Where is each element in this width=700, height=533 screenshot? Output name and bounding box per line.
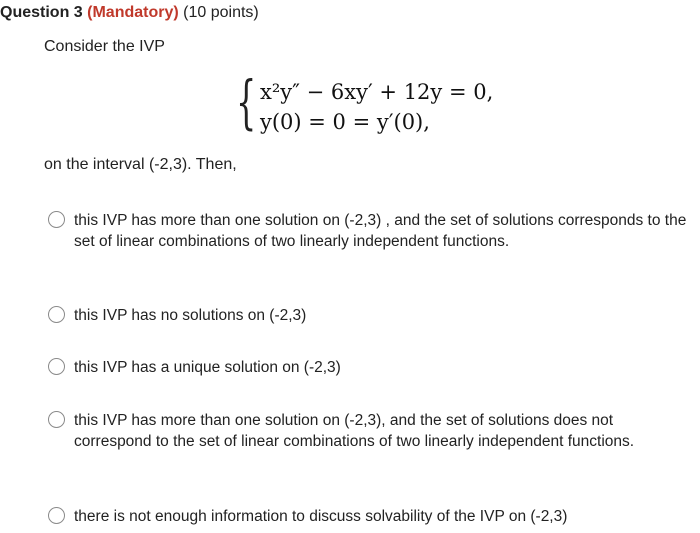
ivp-equation: x²y″ − 6xy′ + 12y = 0, xyxy=(260,80,494,104)
ivp-system xyxy=(236,68,536,140)
brace-symbol: { xyxy=(236,68,257,136)
answer-option-4[interactable] xyxy=(48,410,693,476)
answer-option-2[interactable] xyxy=(48,305,693,327)
question-number: Question 3 xyxy=(0,4,83,21)
option-label: this IVP has more than one solution on (-2,3), and the set of solutions does not correspond to the set of linear combinations of two linearly independent functions. xyxy=(74,412,635,450)
question-prompt: Consider the IVP xyxy=(44,38,165,55)
option-label: this IVP has more than one solution on (-2,3) , and the set of solutions corresponds to the set of linear combinations of two linearly independent functions. xyxy=(74,212,687,250)
answer-option-1[interactable] xyxy=(48,210,693,276)
option-label: this IVP has no solutions on (-2,3) xyxy=(74,307,307,324)
ivp-initial-condition: y(0) = 0 = y′(0), xyxy=(260,110,430,134)
answer-option-5[interactable] xyxy=(48,506,693,528)
option-label: there is not enough information to discuss solvability of the IVP on (-2,3) xyxy=(74,508,568,525)
option-label: this IVP has a unique solution on (-2,3) xyxy=(74,359,341,376)
radio-button[interactable] xyxy=(48,306,65,323)
radio-button[interactable] xyxy=(48,411,65,428)
question-header xyxy=(0,4,259,22)
radio-button[interactable] xyxy=(48,507,65,524)
answer-option-3[interactable] xyxy=(48,357,693,379)
points-label: (10 points) xyxy=(183,4,259,21)
radio-button[interactable] xyxy=(48,358,65,375)
interval-text: on the interval (-2,3). Then, xyxy=(44,156,237,173)
radio-button[interactable] xyxy=(48,211,65,228)
mandatory-label: (Mandatory) xyxy=(87,4,179,21)
